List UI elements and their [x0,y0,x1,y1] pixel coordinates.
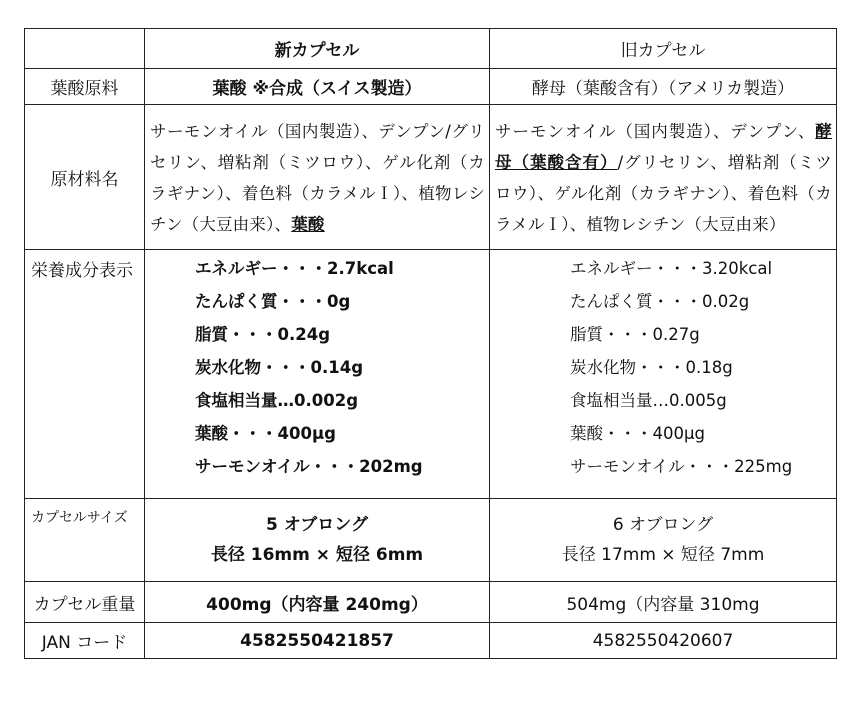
capsule-weight-label: カプセル重量 [25,582,145,623]
materials-new-text [145,114,489,240]
header-old-capsule: 旧カプセル [490,29,837,69]
materials-old-cell [490,105,837,250]
capsule-size-old [490,499,837,582]
nutrition-new-item: 炭水化物・・・0.14g [195,358,364,377]
capsule-size-label: カプセルサイズ [25,499,145,582]
header-corner-cell [25,29,145,69]
materials-row [25,105,837,250]
nutrition-row [25,250,837,499]
jan-code-old: 4582550420607 [490,623,837,659]
nutrition-new-list [145,250,489,483]
folic-source-new: 葉酸 ※合成（スイス製造） [145,69,490,105]
nutrition-label: 栄養成分表示 [25,250,145,499]
nutrition-old-cell [490,250,837,499]
nutrition-old-item: サーモンオイル・・・225mg [570,457,793,476]
folic-source-row [25,69,837,105]
jan-code-row [25,623,837,659]
materials-new-body: サーモンオイル（国内製造）、デンプン/グリセリン、増粘剤（ミツロウ）、ゲル化剤（カラギナン）、着色料（カラメルＩ）、植物レシチン（大豆由来）、 [150,122,485,234]
nutrition-new-cell [145,250,490,499]
nutrition-new-item: 脂質・・・0.24g [195,325,331,344]
capsule-size-new-type: 5 オブロング [266,515,368,535]
materials-new-highlight: 葉酸 [291,215,325,234]
header-row [25,29,837,69]
nutrition-new-item: 葉酸・・・400μg [195,424,336,443]
capsule-size-new [145,499,490,582]
capsule-weight-new: 400mg（内容量 240mg） [145,582,490,623]
nutrition-old-item: 食塩相当量…0.005g [570,391,727,410]
nutrition-old-item: たんぱく質・・・0.02g [570,292,750,311]
nutrition-new-item: サーモンオイル・・・202mg [195,457,423,476]
materials-label: 原材料名 [25,105,145,250]
nutrition-new-item: 食塩相当量…0.002g [195,391,359,410]
capsule-size-old-type: 6 オブロング [612,515,714,535]
materials-old-highlight: 酵母（葉酸含有） [495,122,832,172]
materials-old-after: /グリセリン、増粘剤（ミツロウ）、ゲル化剤（カラギナン）、着色料（カラメルＩ）、植物レシチン（大豆由来） [495,153,832,234]
capsule-weight-old: 504mg（内容量 310mg [490,582,837,623]
nutrition-old-item: 葉酸・・・400μg [570,424,705,443]
nutrition-old-item: 炭水化物・・・0.18g [570,358,733,377]
nutrition-old-item: 脂質・・・0.27g [570,325,700,344]
folic-source-old: 酵母（葉酸含有）（アメリカ製造） [490,69,837,105]
nutrition-old-item: エネルギー・・・3.20kcal [570,259,773,278]
capsule-size-row [25,499,837,582]
capsule-size-new-dims: 長径 16mm × 短径 6mm [210,545,424,565]
capsule-size-old-dims: 長径 17mm × 短径 7mm [561,545,765,565]
header-new-capsule: 新カプセル [145,29,490,69]
nutrition-old-list [490,250,836,483]
materials-old-text [490,114,836,240]
materials-old-before: サーモンオイル（国内製造）、デンプン、 [495,122,816,141]
jan-code-new: 4582550421857 [145,623,490,659]
capsule-weight-row [25,582,837,623]
folic-source-label: 葉酸原料 [25,69,145,105]
nutrition-new-item: たんぱく質・・・0g [195,292,351,311]
materials-new-cell [145,105,490,250]
jan-code-label: JAN コード [25,623,145,659]
nutrition-new-item: エネルギー・・・2.7kcal [195,259,394,278]
capsule-comparison-table [24,28,837,659]
